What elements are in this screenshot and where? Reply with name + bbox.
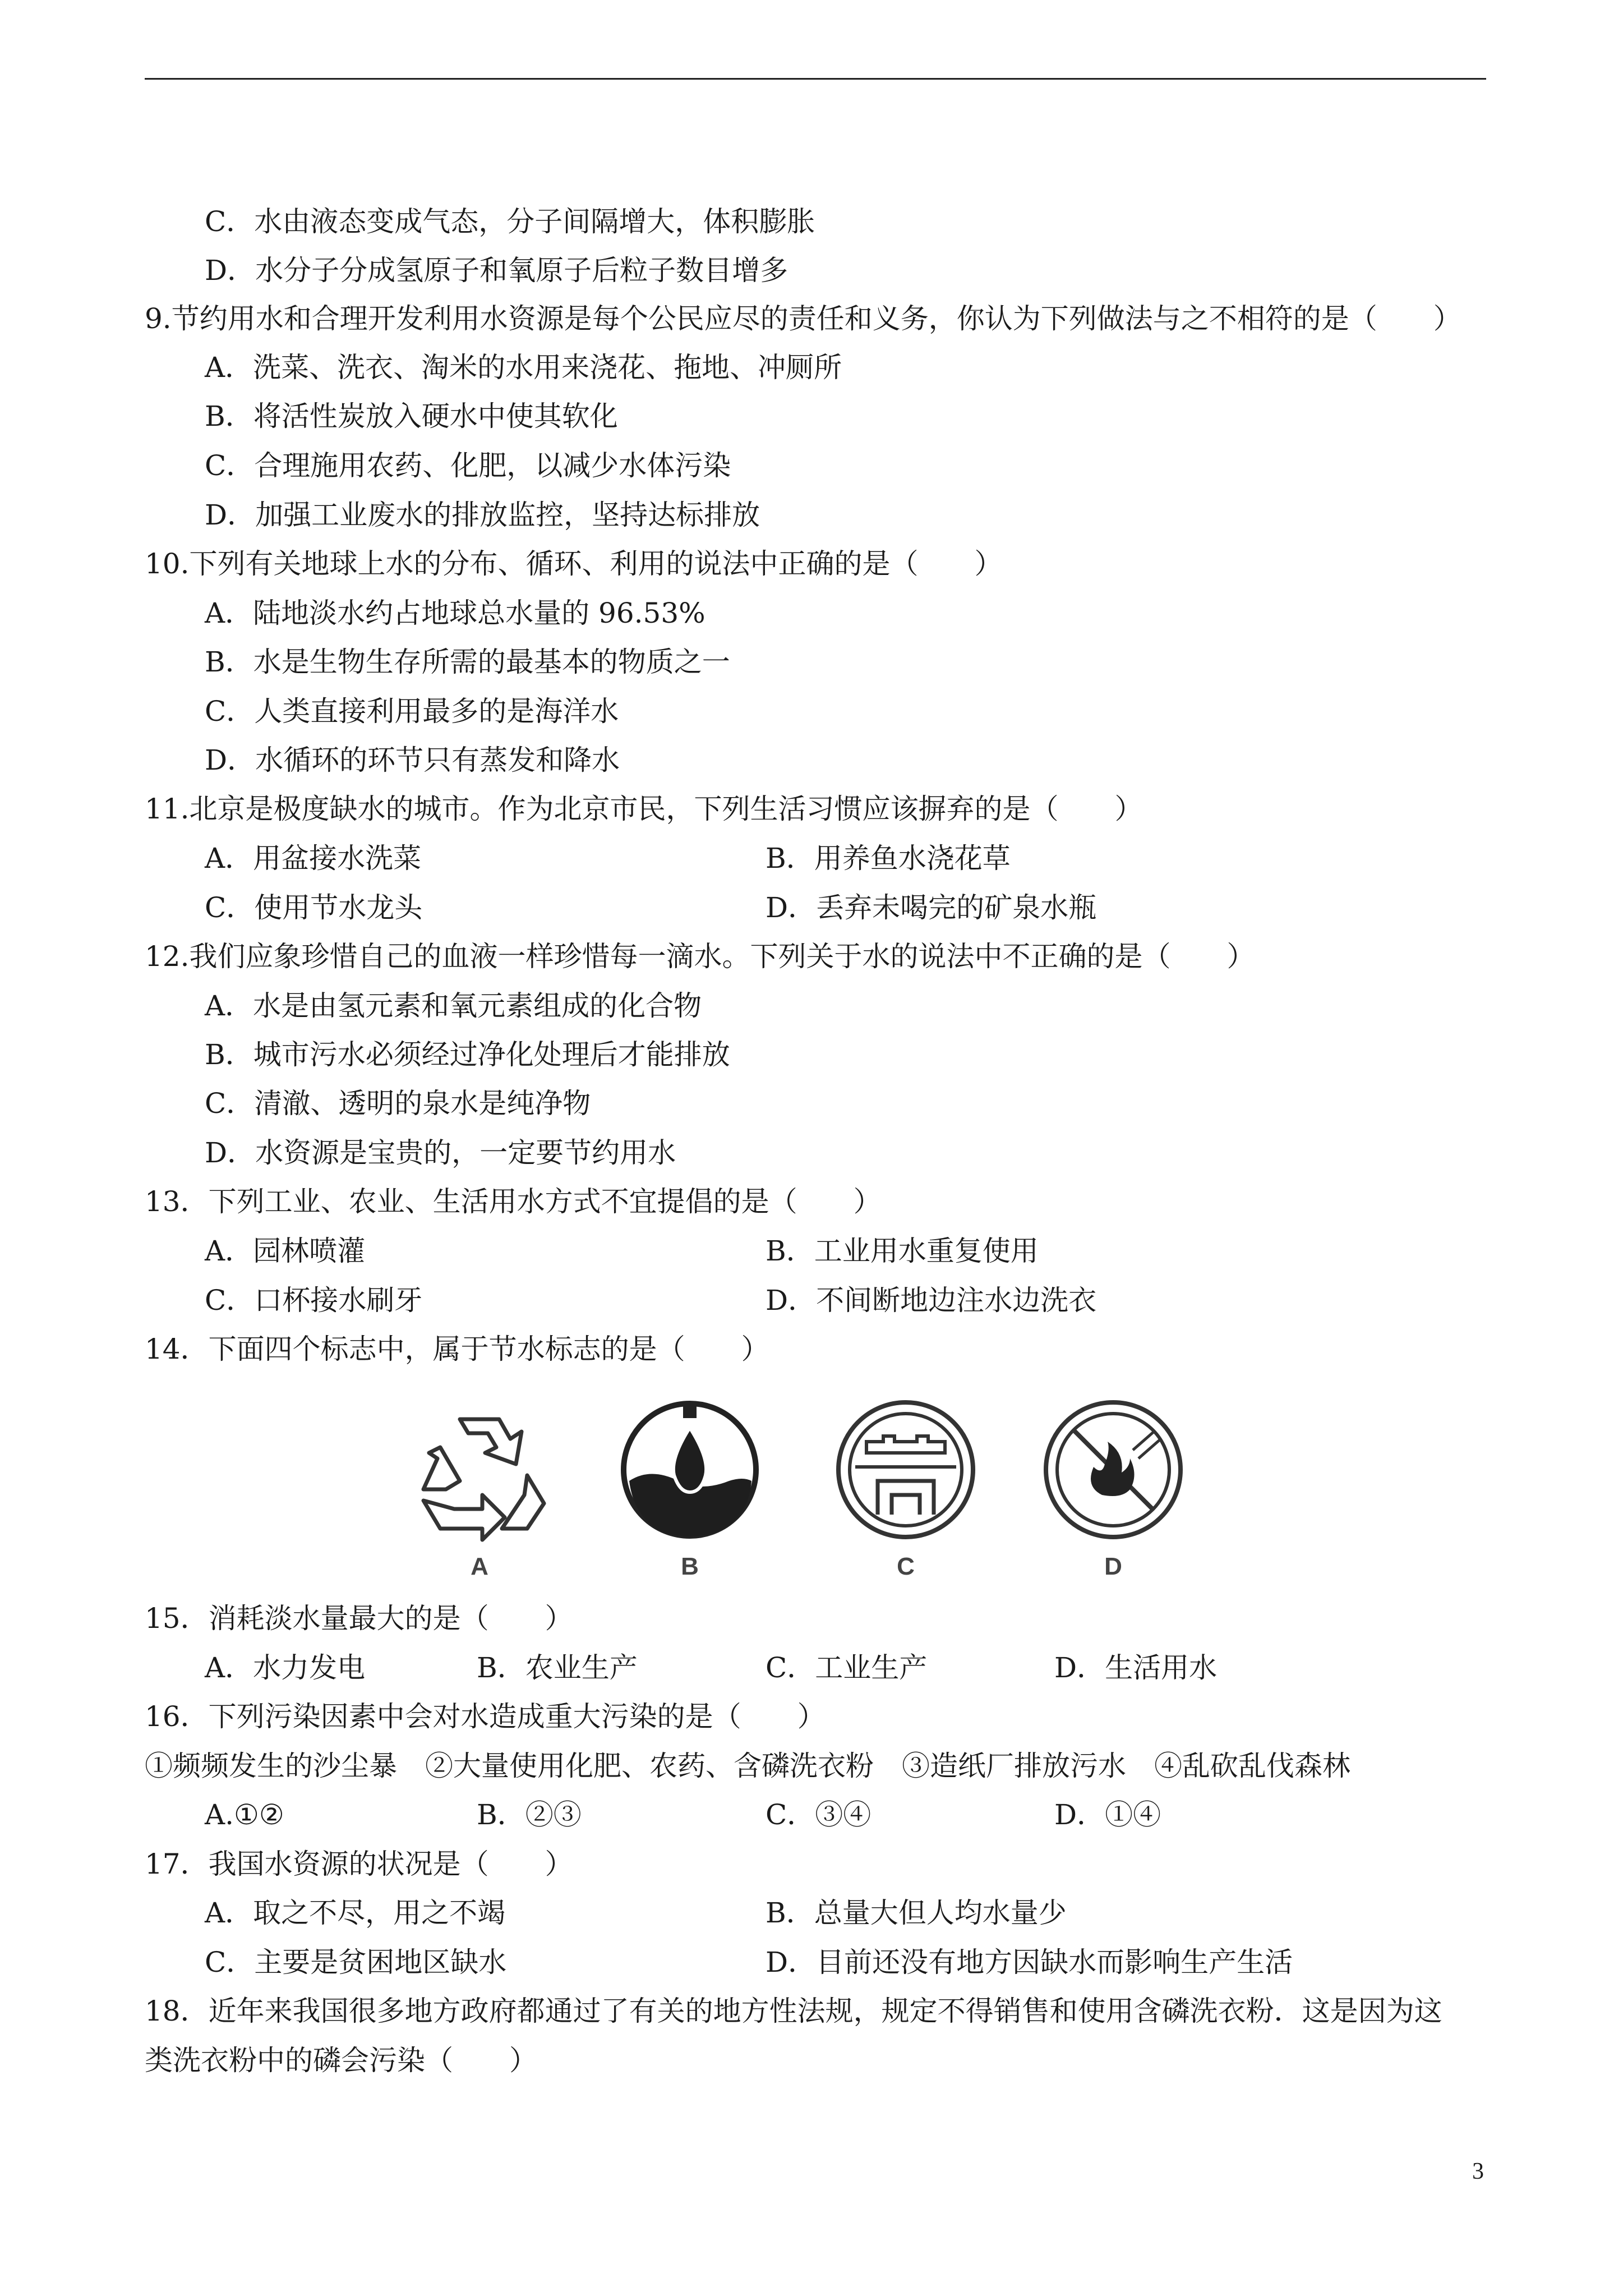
q8-option-d: D．水分子分成氢原子和氧原子后粒子数目增多 [205,254,789,287]
q17-option-b: B．总量大但人均水量少 [766,1897,1067,1929]
q16-statements: ①频频发生的沙尘暴 ②大量使用化肥、农药、含磷洗衣粉 ③造纸厂排放污水 ④乱砍乱伐森林 [145,1750,1350,1782]
q12-option-b: B．城市污水必须经过净化处理后才能排放 [205,1038,730,1071]
q15-option-c: C．工业生产 [766,1651,928,1684]
q15-option-b: B．农业生产 [477,1651,638,1684]
q9-option-c: C．合理施用农药、化肥，以减少水体污染 [205,449,731,482]
question-14: 14．下面四个标志中，属于节水标志的是（ ） [145,1333,769,1365]
q15-option-a: A．水力发电 [205,1651,366,1684]
q8-option-c: C．水由液态变成气态，分子间隔增大，体积膨胀 [205,205,815,238]
question-13: 13．下列工业、农业、生活用水方式不宜提倡的是（ ） [145,1185,882,1218]
water-saving-logo-icon [617,1397,763,1543]
no-fire-logo-icon [1040,1397,1186,1543]
question-17: 17．我国水资源的状况是（ ） [145,1848,573,1880]
q16-option-d: D．①④ [1054,1798,1161,1831]
building-emblem-logo-icon [833,1397,979,1543]
header-rule [145,78,1486,80]
q9-option-a: A．洗菜、洗衣、淘米的水用来浇花、拖地、冲厕所 [205,351,842,384]
q11-option-c: C．使用节水龙头 [205,891,423,924]
q16-option-b: B．②③ [477,1798,582,1831]
q13-option-b: B．工业用水重复使用 [766,1235,1039,1267]
question-12: 12.我们应象珍惜自己的血液一样珍惜每一滴水。下列关于水的说法中不正确的是（ ） [145,940,1255,973]
q9-option-b: B．将活性炭放入硬水中使其软化 [205,400,618,432]
question-18: 18．近年来我国很多地方政府都通过了有关的地方性法规，规定不得销售和使用含磷洗衣粉．这是因为这 [145,1995,1442,2027]
q10-option-a: A．陆地淡水约占地球总水量的 96.53% [205,597,706,629]
page-number: 3 [1472,2159,1484,2184]
question-9: 9.节约用水和合理开发利用水资源是每个公民应尽的责任和义务，你认为下列做法与之不相符的是（ ） [145,302,1461,335]
question-18-cont: 类洗衣粉中的磷会污染（ ） [145,2044,537,2077]
q12-option-d: D．水资源是宝贵的，一定要节约用水 [205,1137,676,1169]
q16-option-c: C．③④ [766,1798,872,1831]
q12-option-a: A．水是由氢元素和氧元素组成的化合物 [205,990,702,1022]
q13-option-c: C．口杯接水刷牙 [205,1284,423,1317]
q11-option-b: B．用养鱼水浇花草 [766,842,1011,875]
logo-label-b: B [681,1553,699,1580]
q10-option-c: C．人类直接利用最多的是海洋水 [205,695,619,728]
recycle-logo-icon [407,1397,552,1543]
q10-option-d: D．水循环的环节只有蒸发和降水 [205,744,620,776]
q10-option-b: B．水是生物生存所需的最基本的物质之一 [205,646,730,678]
q11-option-a: A．用盆接水洗菜 [205,842,422,875]
q11-option-d: D．丢弃未喝完的矿泉水瓶 [766,891,1097,924]
logo-label-d: D [1104,1553,1122,1580]
q13-option-a: A．园林喷灌 [205,1235,366,1267]
logo-label-c: C [897,1553,915,1580]
q16-option-a: A.①② [205,1798,284,1831]
q13-option-d: D．不间断地边注水边洗衣 [766,1284,1097,1317]
q17-option-c: C．主要是贫困地区缺水 [205,1946,507,1978]
question-15: 15．消耗淡水量最大的是（ ） [145,1602,573,1635]
q15-option-d: D．生活用水 [1054,1651,1218,1684]
logo-label-a: A [471,1553,488,1580]
question-16: 16．下列污染因素中会对水造成重大污染的是（ ） [145,1700,826,1733]
question-11: 11.北京是极度缺水的城市。作为北京市民，下列生活习惯应该摒弃的是（ ） [145,793,1143,825]
q9-option-d: D．加强工业废水的排放监控，坚持达标排放 [205,499,760,531]
q17-option-d: D．目前还没有地方因缺水而影响生产生活 [766,1946,1293,1978]
q12-option-c: C．清澈、透明的泉水是纯净物 [205,1087,591,1120]
q17-option-a: A．取之不尽，用之不竭 [205,1897,506,1929]
question-10: 10.下列有关地球上水的分布、循环、利用的说法中正确的是（ ） [145,547,1003,580]
